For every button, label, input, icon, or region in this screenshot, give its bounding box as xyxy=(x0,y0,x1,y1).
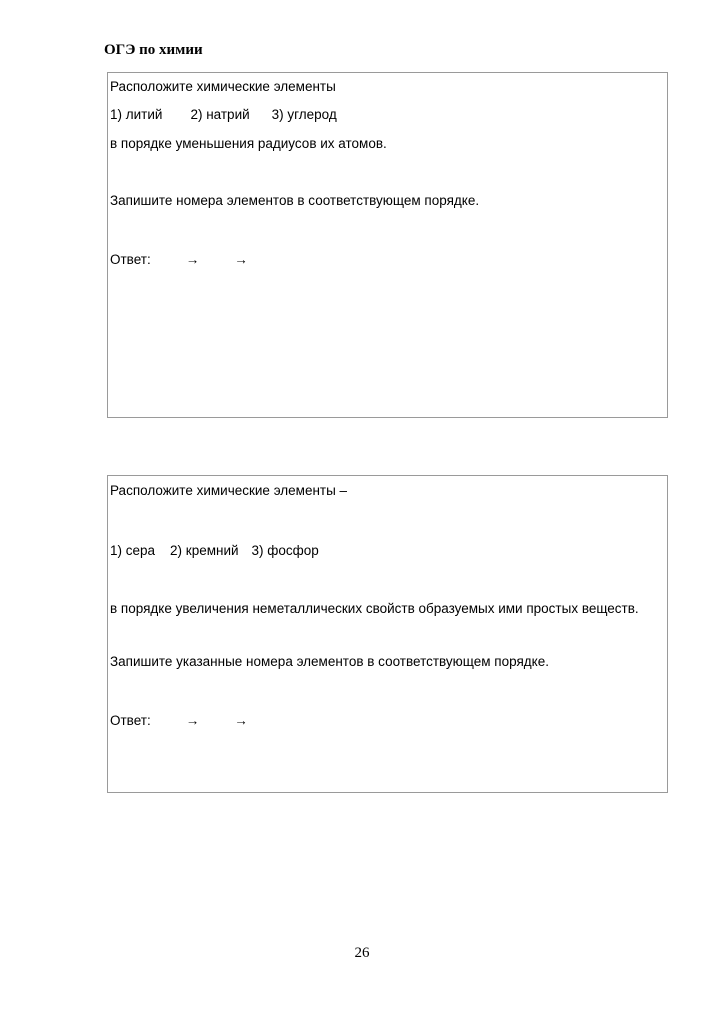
task1-option-3: 3) углерод xyxy=(271,107,337,122)
task1-condition: в порядке уменьшения радиусов их атомов. xyxy=(110,136,387,151)
arrow-icon: → xyxy=(185,713,200,728)
task2-condition: в порядке увеличения неметаллических свойств образуемых ими простых веществ. xyxy=(110,601,639,616)
task1-answer-row xyxy=(110,252,248,267)
task2-option-3: 3) фосфор xyxy=(251,543,319,558)
task1-intro: Расположите химические элементы xyxy=(110,79,336,94)
task2-option-1: 1) сера xyxy=(110,543,156,558)
task2-options xyxy=(110,543,319,558)
task1-options xyxy=(110,107,337,122)
task2-instruction: Запишите указанные номера элементов в соответствующем порядке. xyxy=(110,654,549,669)
task1-answer-label: Ответ: xyxy=(110,252,151,267)
arrow-icon: → xyxy=(234,252,248,267)
task1-option-2: 2) натрий xyxy=(190,107,250,122)
task1-instruction: Запишите номера элементов в соответствующем порядке. xyxy=(110,193,480,208)
task2-option-2: 2) кремний xyxy=(170,543,239,558)
task1-option-1: 1) литий xyxy=(110,107,163,122)
task2-answer-label: Ответ: xyxy=(110,713,151,728)
arrow-icon: → xyxy=(234,713,248,728)
task-box-1 xyxy=(107,72,668,418)
task-box-2 xyxy=(107,475,668,793)
page-header: ОГЭ по химии xyxy=(104,42,203,58)
page-number: 26 xyxy=(354,945,370,961)
task2-answer-row xyxy=(110,713,248,728)
task2-intro: Расположите химические элементы – xyxy=(110,483,348,498)
arrow-icon: → xyxy=(185,252,200,267)
